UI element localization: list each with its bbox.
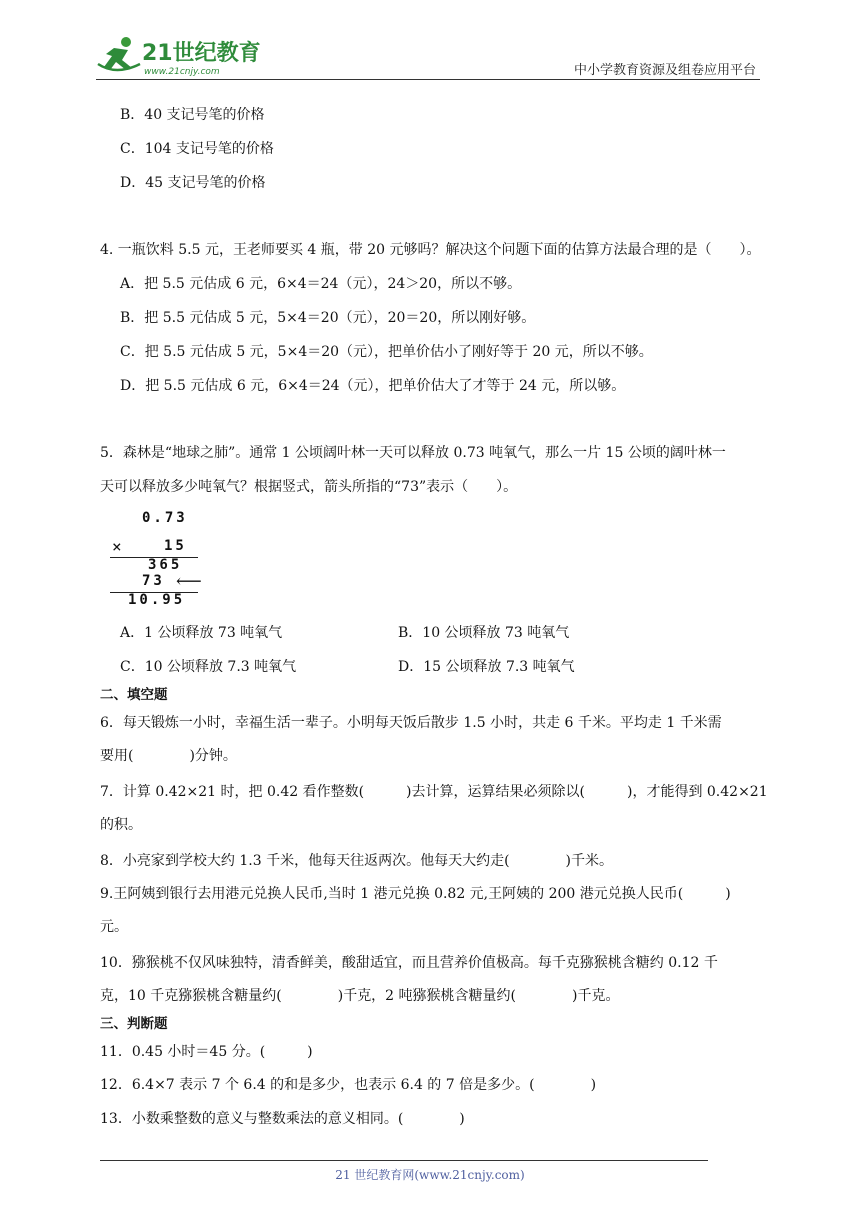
q12: 12．6.4×7 表示 7 个 6.4 的和是多少，也表示 6.4 的 7 倍是多少。( ) [100, 1077, 597, 1093]
q7-line2: 的积。 [100, 817, 142, 833]
multiplier: 15 [164, 538, 187, 554]
q5-stem-line2: 天可以释放多少吨氧气？根据竖式，箭头所指的“73”表示（ ）。 [100, 479, 518, 495]
q5-option-c: C．10 公顷释放 7.3 吨氧气 [120, 659, 297, 675]
footer-divider [100, 1160, 708, 1161]
q9-line1: 9.王阿姨到银行去用港元兑换人民币,当时 1 港元兑换 0.82 元,王阿姨的 200 港元兑换人民币( ) [100, 886, 731, 902]
q4-option-b: B．把 5.5 元估成 5 元，5×4＝20（元），20＝20，所以刚好够。 [120, 310, 536, 326]
q13: 13．小数乘整数的意义与整数乘法的意义相同。( ) [100, 1111, 465, 1127]
q4-option-d: D．把 5.5 元估成 6 元，6×4＝24（元），把单价估大了才等于 24 元，所以够。 [120, 378, 626, 394]
runner-logo-icon [96, 34, 266, 78]
arrow-icon: ⟵ [176, 571, 202, 592]
q5-option-b: B．10 公顷释放 73 吨氧气 [398, 625, 570, 641]
q5-option-a: A．1 公顷释放 73 吨氧气 [120, 625, 283, 641]
q3-option-d: D．45 支记号笔的价格 [120, 175, 266, 191]
q3-option-c: C．104 支记号笔的价格 [120, 141, 274, 157]
product-result: 10.95 [128, 592, 186, 608]
q4-option-a: A．把 5.5 元估成 6 元，6×4＝24（元），24＞20，所以不够。 [120, 276, 522, 292]
times-sign: × [112, 537, 125, 556]
q10-line2: 克，10 千克猕猴桃含糖量约( )千克，2 吨猕猴桃含糖量约( )千克。 [100, 988, 620, 1004]
q3-option-b: B．40 支记号笔的价格 [120, 107, 265, 123]
header-divider [96, 79, 760, 80]
q10-line1: 10．猕猴桃不仅风味独特，清香鲜美，酸甜适宜，而且营养价值极高。每千克猕猴桃含糖约 0.12 千 [100, 955, 718, 971]
site-logo [96, 34, 266, 78]
q6-line2: 要用( )分钟。 [100, 748, 237, 764]
q6-line1: 6．每天锻炼一小时，幸福生活一辈子。小明每天饭后散步 1.5 小时，共走 6 千米。平均走 1 千米需 [100, 715, 722, 731]
header-platform-text: 中小学教育资源及组卷应用平台 [573, 63, 756, 78]
multiplicand: 0.73 [142, 510, 188, 526]
section-true-false-title: 三、判断题 [100, 1016, 168, 1032]
footer-text: 21 世纪教育网(www.21cnjy.com) [335, 1168, 525, 1182]
partial-product-1: 365 [148, 557, 183, 573]
svg-text:www.21cnjy.com: www.21cnjy.com [144, 67, 220, 77]
q4-option-c: C．把 5.5 元估成 5 元，5×4＝20（元），把单价估小了刚好等于 20 元，所以不够。 [120, 344, 653, 360]
svg-text:21世纪教育: 21世纪教育 [142, 41, 261, 66]
q5-option-d: D．15 公顷释放 7.3 吨氧气 [398, 659, 575, 675]
q9-line2: 元。 [100, 919, 128, 935]
q4-stem: 4. 一瓶饮料 5.5 元，王老师要买 4 瓶，带 20 元够吗？解决这个问题下面的估算方法最合理的是（ ）。 [100, 242, 761, 258]
q5-stem-line1: 5．森林是“地球之肺”。通常 1 公顷阔叶林一天可以释放 0.73 吨氧气，那么一片 15 公顷的阔叶林一 [100, 445, 726, 461]
q7-line1: 7．计算 0.42×21 时，把 0.42 看作整数( )去计算，运算结果必须除以( )，才能得到 0.42×21 [100, 784, 768, 800]
section-fill-blank-title: 二、填空题 [100, 687, 168, 703]
partial-product-2: 73 [142, 573, 165, 589]
q11: 11．0.45 小时＝45 分。( ) [100, 1044, 313, 1060]
q8: 8．小亮家到学校大约 1.3 千米，他每天往返两次。他每天大约走( )千米。 [100, 853, 613, 869]
